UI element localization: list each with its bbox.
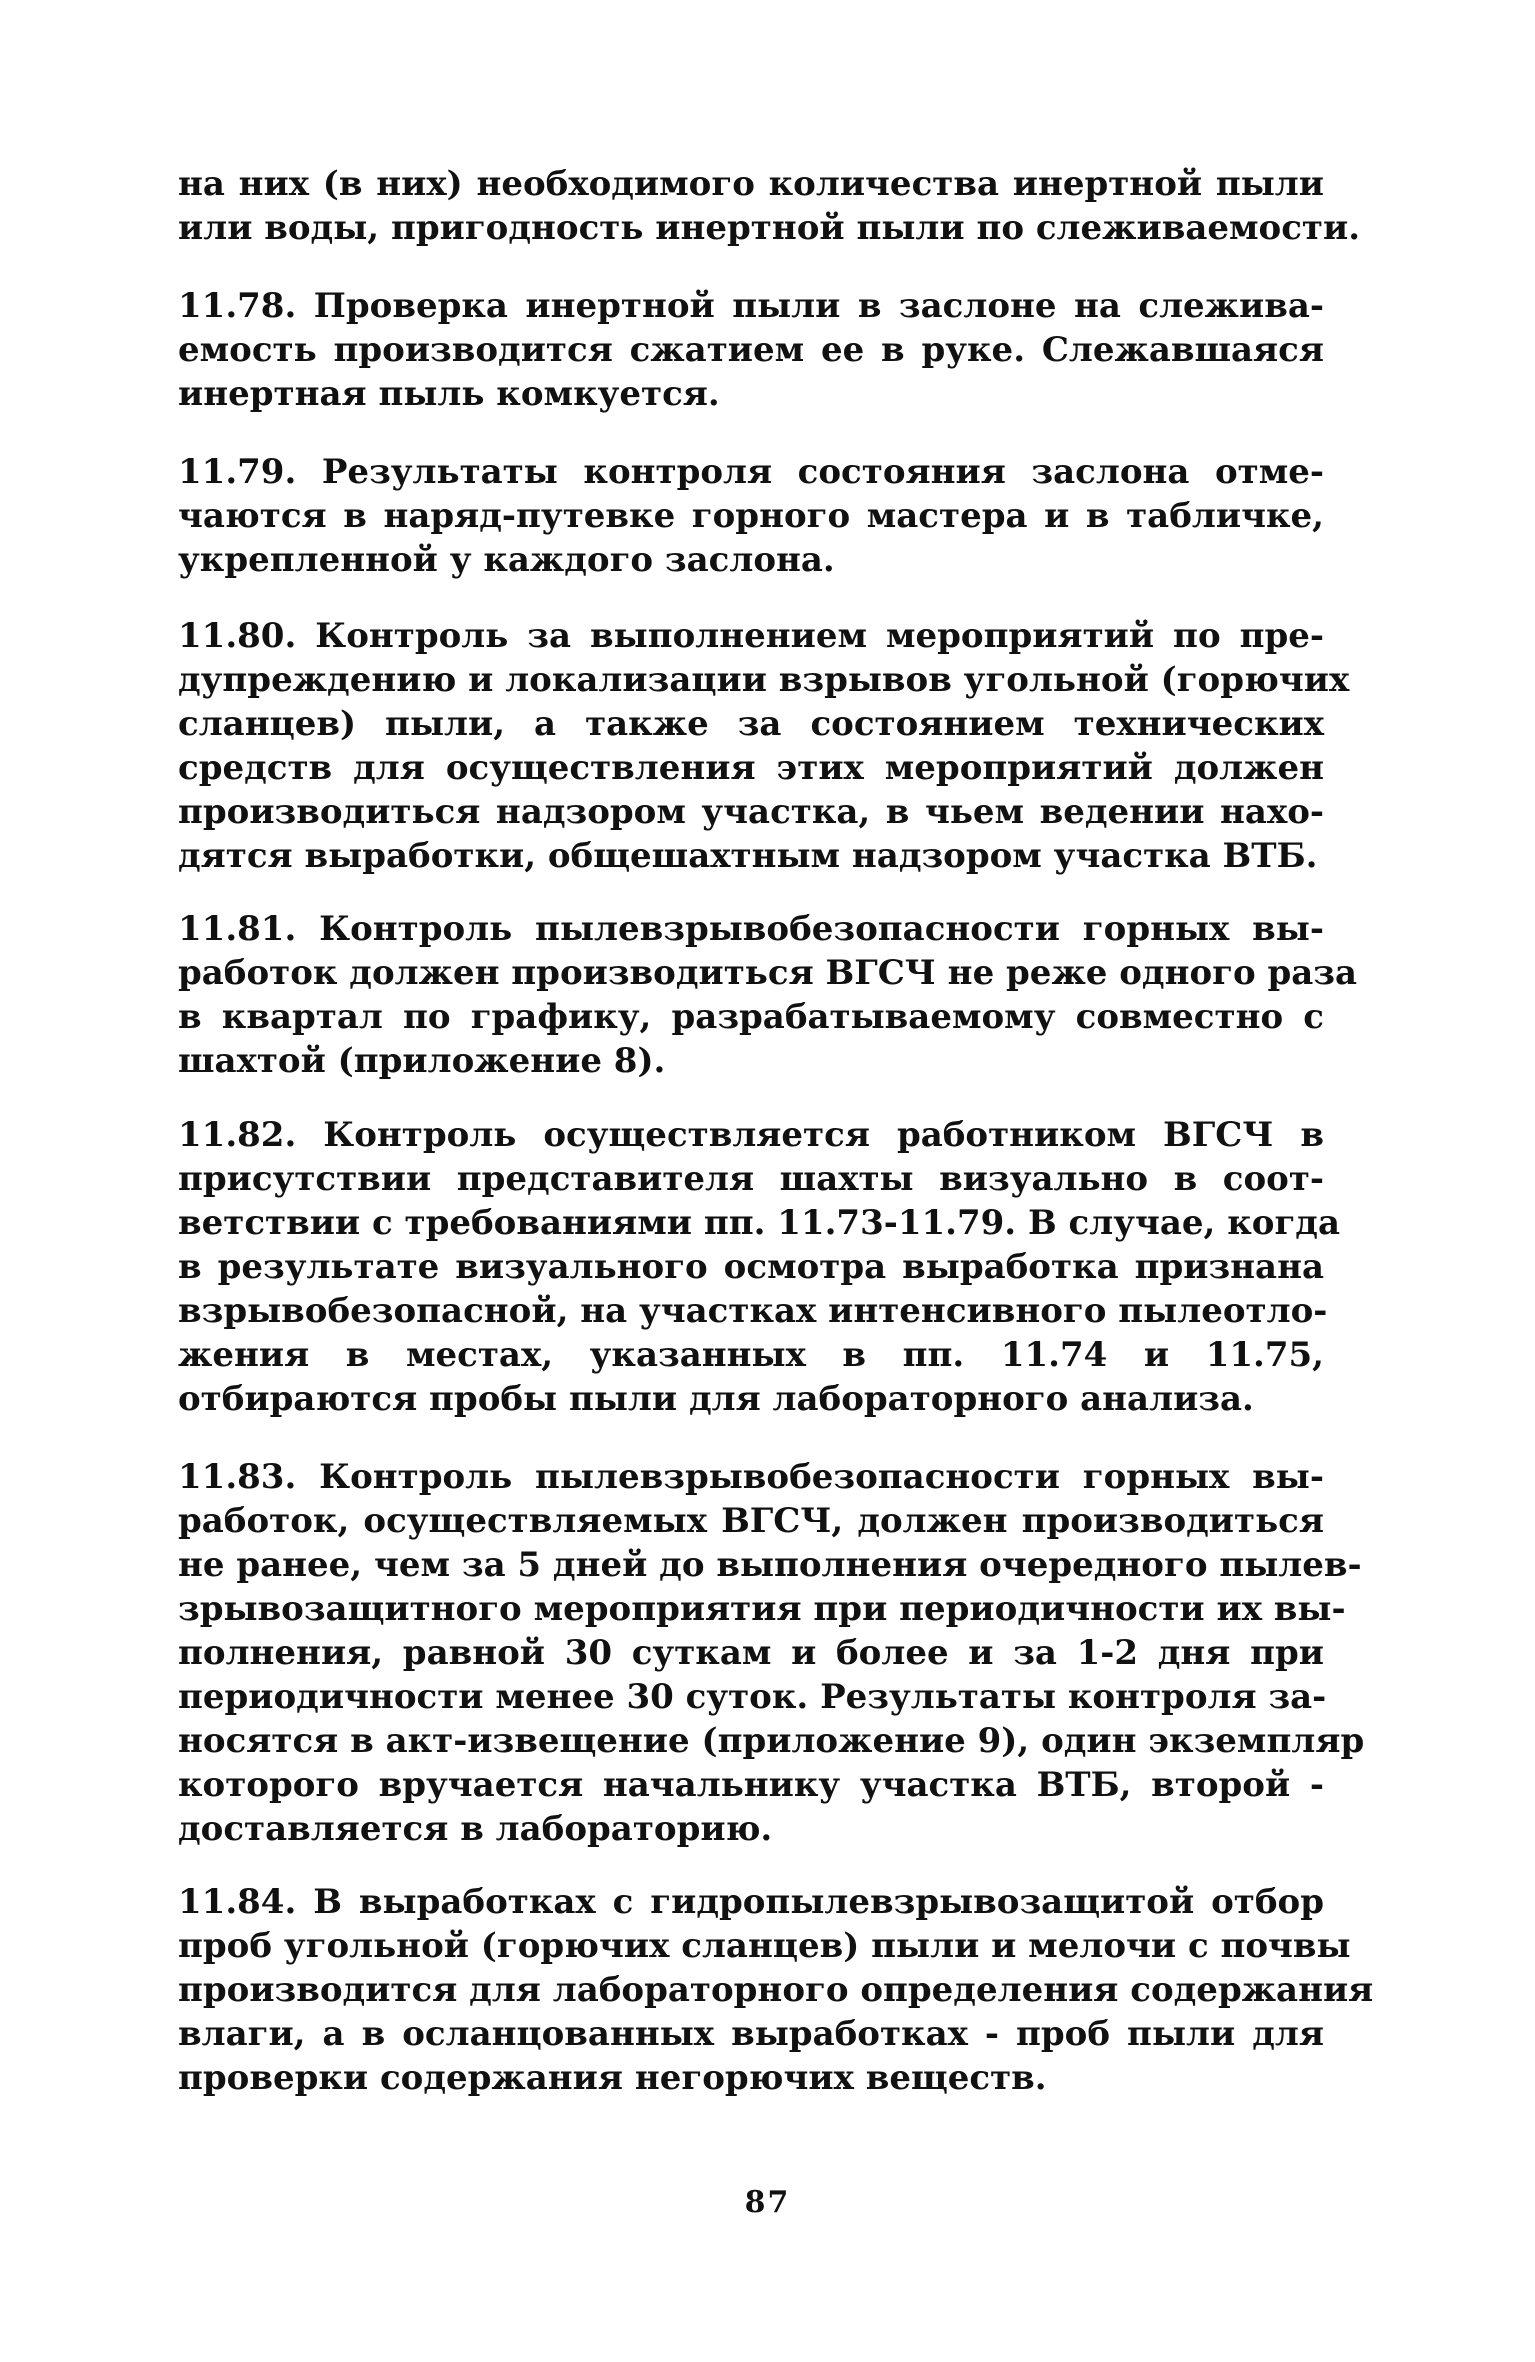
- paragraph-11-79: [178, 450, 1324, 582]
- text-line: 11.81. Контроль пылевзрывобезопасности горных вы-: [178, 909, 1324, 949]
- text-line: или воды, пригодность инертной пыли по слеживаемости.: [178, 208, 1361, 248]
- text-line: в квартал по графику, разрабатываемому совместно с: [178, 997, 1324, 1037]
- text-line: работок должен производиться ВГСЧ не реже одного раза: [178, 953, 1358, 993]
- text-line: взрывобезопасной, на участках интенсивного пылеотло-: [178, 1291, 1328, 1331]
- text-line: производиться надзором участка, в чьем ведении нахо-: [178, 792, 1324, 832]
- text-line: дятся выработки, общешахтным надзором участка ВТБ.: [178, 836, 1318, 876]
- text-line: проверки содержания негорючих веществ.: [178, 2058, 1047, 2098]
- text-line: 11.83. Контроль пылевзрывобезопасности горных вы-: [178, 1457, 1324, 1497]
- text-line: сланцев) пыли, а также за состоянием технических: [178, 704, 1324, 744]
- text-line: на них (в них) необходимого количества инертной пыли: [178, 164, 1324, 204]
- text-line: емость производится сжатием ее в руке. Слежавшаяся: [178, 330, 1324, 370]
- paragraph-11-82: [178, 1113, 1340, 1421]
- text-line: 11.78. Проверка инертной пыли в заслоне на слежива-: [178, 286, 1324, 326]
- text-line: влаги, а в осланцованных выработках - проб пыли для: [178, 2014, 1324, 2054]
- paragraph-11-80: [178, 614, 1350, 878]
- text-line: жения в местах, указанных в пп. 11.74 и 11.75,: [178, 1335, 1324, 1375]
- text-line: работок, осуществляемых ВГСЧ, должен производиться: [178, 1501, 1324, 1541]
- text-line: производится для лабораторного определения содержания: [178, 1970, 1374, 2010]
- page-number: 87: [744, 2185, 791, 2220]
- text-line: 11.84. В выработках с гидропылевзрывозащитой отбор: [178, 1882, 1324, 1922]
- text-line: носятся в акт-извещение (приложение 9), один экземпляр: [178, 1721, 1365, 1761]
- paragraph-11-78: [178, 284, 1324, 416]
- text-line: 11.79. Результаты контроля состояния заслона отме-: [178, 452, 1324, 492]
- text-line: чаются в наряд-путевке горного мастера и в табличке,: [178, 496, 1324, 536]
- text-line: укрепленной у каждого заслона.: [178, 540, 835, 580]
- text-line: присутствии представителя шахты визуально в соот-: [178, 1159, 1324, 1199]
- text-line: 11.82. Контроль осуществляется работником ВГСЧ в: [178, 1115, 1324, 1155]
- paragraph-11-81: [178, 907, 1358, 1083]
- text-line: которого вручается начальнику участка ВТБ, второй -: [178, 1765, 1324, 1805]
- paragraph-11-83: [178, 1455, 1365, 1851]
- text-line: отбираются пробы пыли для лабораторного анализа.: [178, 1379, 1254, 1419]
- text-line: дупреждению и локализации взрывов угольной (горючих: [178, 660, 1350, 700]
- text-line: проб угольной (горючих сланцев) пыли и мелочи с почвы: [178, 1926, 1351, 1966]
- text-line: доставляется в лабораторию.: [178, 1809, 773, 1849]
- paragraph-intro: [178, 162, 1361, 250]
- text-line: шахтой (приложение 8).: [178, 1041, 666, 1081]
- paragraph-11-84: [178, 1880, 1374, 2100]
- text-line: инертная пыль комкуется.: [178, 374, 720, 414]
- text-line: 11.80. Контроль за выполнением мероприятий по пре-: [178, 616, 1324, 656]
- text-line: в результате визуального осмотра выработка признана: [178, 1247, 1324, 1287]
- text-line: полнения, равной 30 суткам и более и за 1-2 дня при: [178, 1633, 1324, 1673]
- text-line: ветствии с требованиями пп. 11.73-11.79. В случае, когда: [178, 1203, 1340, 1243]
- text-line: зрывозащитного мероприятия при периодичности их вы-: [178, 1589, 1346, 1629]
- text-line: не ранее, чем за 5 дней до выполнения очередного пылев-: [178, 1545, 1362, 1585]
- text-line: периодичности менее 30 суток. Результаты контроля за-: [178, 1677, 1327, 1717]
- text-line: средств для осуществления этих мероприятий должен: [178, 748, 1324, 788]
